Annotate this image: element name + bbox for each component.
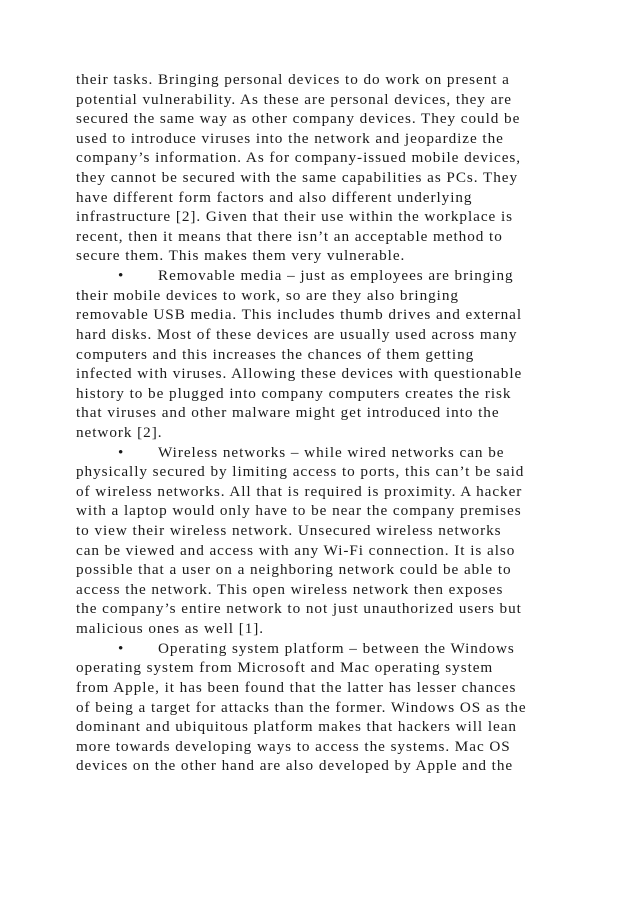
text-line: history to be plugged into company computers creates the risk <box>76 384 512 402</box>
text-line: computers and this increases the chances of them getting <box>76 345 475 363</box>
text-line: devices on the other hand are also developed by Apple and the <box>76 757 514 775</box>
text-line: removable USB media. This includes thumb drives and external <box>76 306 523 324</box>
bullet-symbol: • <box>118 443 125 461</box>
bullet-item-removable-media <box>76 266 596 286</box>
text-line: recent, then it means that there isn’t an acceptable method to <box>76 227 503 245</box>
text-line: network [2]. <box>76 423 163 441</box>
text-line: secured the same way as other company devices. They could be <box>76 110 521 128</box>
text-line: dominant and ubiquitous platform makes that hackers will lean <box>76 718 517 736</box>
text-line: more towards developing ways to access the systems. Mac OS <box>76 737 511 755</box>
bullet-symbol: • <box>118 267 125 285</box>
text-line: access the network. This open wireless network then exposes <box>76 580 504 598</box>
text-line: they cannot be secured with the same capabilities as PCs. They <box>76 169 518 187</box>
text-line: of being a target for attacks than the former. Windows OS as the <box>76 698 527 716</box>
bullet-text: Operating system platform – between the Windows <box>158 639 515 657</box>
text-line: company’s information. As for company-issued mobile devices, <box>76 149 522 167</box>
text-line: their tasks. Bringing personal devices to do work on present a <box>76 71 510 88</box>
text-line: can be viewed and access with any Wi-Fi connection. It is also <box>76 541 516 559</box>
text-line: physically secured by limiting access to ports, this can’t be said <box>76 463 525 481</box>
text-line: possible that a user on a neighboring network could be able to <box>76 561 512 579</box>
text-line: their mobile devices to work, so are they also bringing <box>76 286 459 304</box>
text-line: from Apple, it has been found that the latter has lesser chances <box>76 678 517 696</box>
text-line: have different form factors and also different underlying <box>76 188 473 206</box>
text-line: to view their wireless network. Unsecured wireless networks <box>76 522 502 540</box>
bullet-text: Wireless networks – while wired networks can be <box>158 443 505 461</box>
bullet-text: Removable media – just as employees are bringing <box>158 267 514 285</box>
text-line: used to introduce viruses into the network and jeopardize the <box>76 129 504 147</box>
bullet-item-operating-system <box>76 639 596 659</box>
bullet-symbol: • <box>118 639 125 657</box>
body-text <box>76 70 596 776</box>
text-line: hard disks. Most of these devices are usually used across many <box>76 325 518 343</box>
text-line: potential vulnerability. As these are personal devices, they are <box>76 90 512 108</box>
text-line: infrastructure [2]. Given that their use within the workplace is <box>76 208 513 226</box>
text-line: of wireless networks. All that is required is proximity. A hacker <box>76 482 523 500</box>
bullet-item-wireless-networks <box>76 443 596 463</box>
text-line: that viruses and other malware might get introduced into the <box>76 404 500 422</box>
text-line: the company’s entire network to not just unauthorized users but <box>76 600 522 618</box>
text-line: infected with viruses. Allowing these devices with questionable <box>76 365 523 383</box>
text-line: operating system from Microsoft and Mac operating system <box>76 659 494 677</box>
text-line: secure them. This makes them very vulnerable. <box>76 247 406 265</box>
text-line: with a laptop would only have to be near the company premises <box>76 502 522 520</box>
text-line: malicious ones as well [1]. <box>76 620 265 638</box>
